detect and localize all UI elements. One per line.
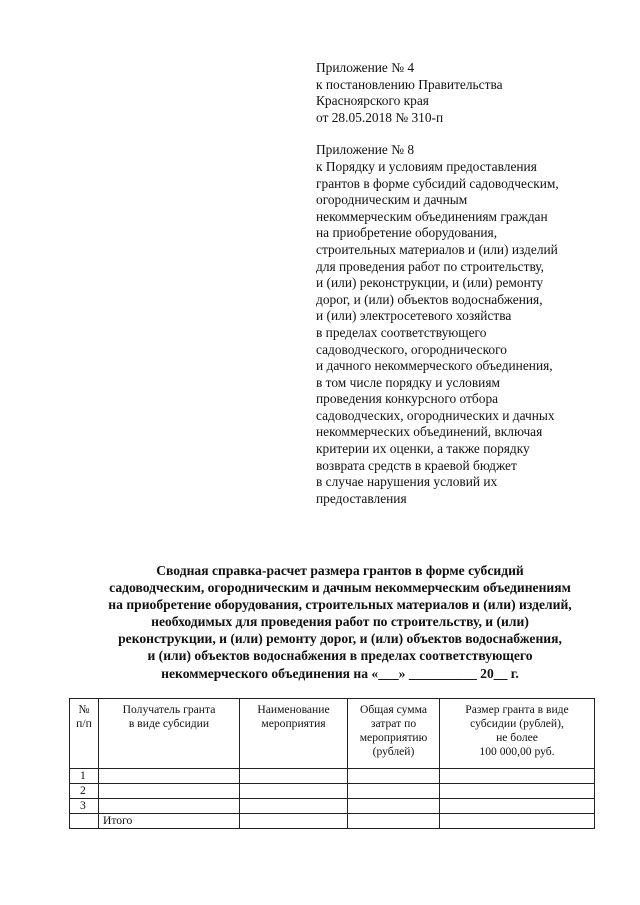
title-line: реконструкции, и (или) ремонту дорог, и (или) объектов водоснабжения, <box>118 631 562 647</box>
row-event-name <box>240 769 348 784</box>
appendix-line: огородническим и дачным <box>316 192 468 208</box>
header-grant-size: Размер гранта в виде субсидии (рублей), не более 100 000,00 руб. <box>440 699 595 769</box>
header-number: № п/п <box>70 699 99 769</box>
row-total-cost <box>348 784 440 799</box>
row-recipient <box>99 769 240 784</box>
appendix-line: для проведения работ по строительству, <box>316 258 545 274</box>
row-event-name <box>240 784 348 799</box>
appendix-line: в пределах соответствующего <box>316 324 487 340</box>
header-total-cost: Общая сумма затрат по мероприятию (рублей) <box>348 699 440 769</box>
row-grant-size <box>440 799 595 814</box>
title-line: Сводная справка-расчет размера грантов в форме субсидий <box>156 563 524 578</box>
row-grant-size <box>440 784 595 799</box>
total-number-cell <box>70 814 99 829</box>
table-total-row <box>70 814 595 829</box>
appendix-line: критерии их оценки, а также порядку <box>316 441 530 457</box>
appendix-line: Приложение № 8 <box>316 142 415 158</box>
table-header-row <box>70 699 595 769</box>
appendix-line: к Порядку и условиям предоставления <box>316 158 537 174</box>
appendix-line: в случае нарушения условий их <box>316 474 498 490</box>
row-recipient <box>99 799 240 814</box>
appendix-line: предоставления <box>316 490 407 506</box>
appendix-block <box>316 60 616 507</box>
document-title <box>70 562 610 682</box>
appendix-line: садоводческих, огороднических и дачных <box>316 407 555 423</box>
row-grant-size <box>440 769 595 784</box>
appendix-line: строительных материалов и (или) изделий <box>316 241 558 257</box>
appendix-line: проведения конкурсного отбора <box>316 391 499 407</box>
table-row <box>70 769 595 784</box>
title-line: на приобретение оборудования, строительных материалов и (или) изделий, <box>108 597 572 613</box>
appendix-line: к постановлению Правительства <box>316 76 503 92</box>
appendix-line: и (или) реконструкции, и (или) ремонту <box>316 275 544 291</box>
appendix-line: и (или) электросетевого хозяйства <box>316 308 512 324</box>
total-event-cell <box>240 814 348 829</box>
row-total-cost <box>348 799 440 814</box>
appendix-line: дорог, и (или) объектов водоснабжения, <box>316 291 543 307</box>
total-label: Итого <box>99 814 240 829</box>
appendix-line: от 28.05.2018 № 310-п <box>316 109 444 125</box>
title-line: необходимых для проведения работ по строительству, и (или) <box>151 614 529 630</box>
title-line: некоммерческого объединения на «___» __________ 20__ г. <box>161 665 519 681</box>
total-cost-cell <box>348 814 440 829</box>
appendix-line: некоммерческим объединениям граждан <box>316 208 548 224</box>
total-grant-cell <box>440 814 595 829</box>
appendix-line: и дачного некоммерческого объединения, <box>316 358 553 374</box>
appendix-line: на приобретение оборудования, <box>316 225 498 241</box>
appendix-line: Красноярского края <box>316 93 429 109</box>
appendix-line: возврата средств в краевой бюджет <box>316 457 517 473</box>
row-number: 2 <box>70 784 99 799</box>
appendix-line: некоммерческих объединений, включая <box>316 424 543 440</box>
table-row <box>70 784 595 799</box>
title-line: садоводческим, огородническим и дачным некоммерческим объединениям <box>109 580 571 596</box>
appendix-line: в том числе порядку и условиям <box>316 374 500 390</box>
row-number: 1 <box>70 769 99 784</box>
row-number: 3 <box>70 799 99 814</box>
appendix-line: садоводческого, огороднического <box>316 341 507 357</box>
row-recipient <box>99 784 240 799</box>
appendix-gap <box>316 126 616 142</box>
header-recipient: Получатель гранта в виде субсидии <box>99 699 240 769</box>
row-event-name <box>240 799 348 814</box>
row-total-cost <box>348 769 440 784</box>
appendix-line: грантов в форме субсидий садоводческим, <box>316 175 559 191</box>
grants-table <box>69 698 595 829</box>
appendix-line: Приложение № 4 <box>316 60 415 75</box>
title-line: и (или) объектов водоснабжения в пределах соответствующего <box>147 648 533 664</box>
header-event-name: Наименование мероприятия <box>240 699 348 769</box>
table-row <box>70 799 595 814</box>
